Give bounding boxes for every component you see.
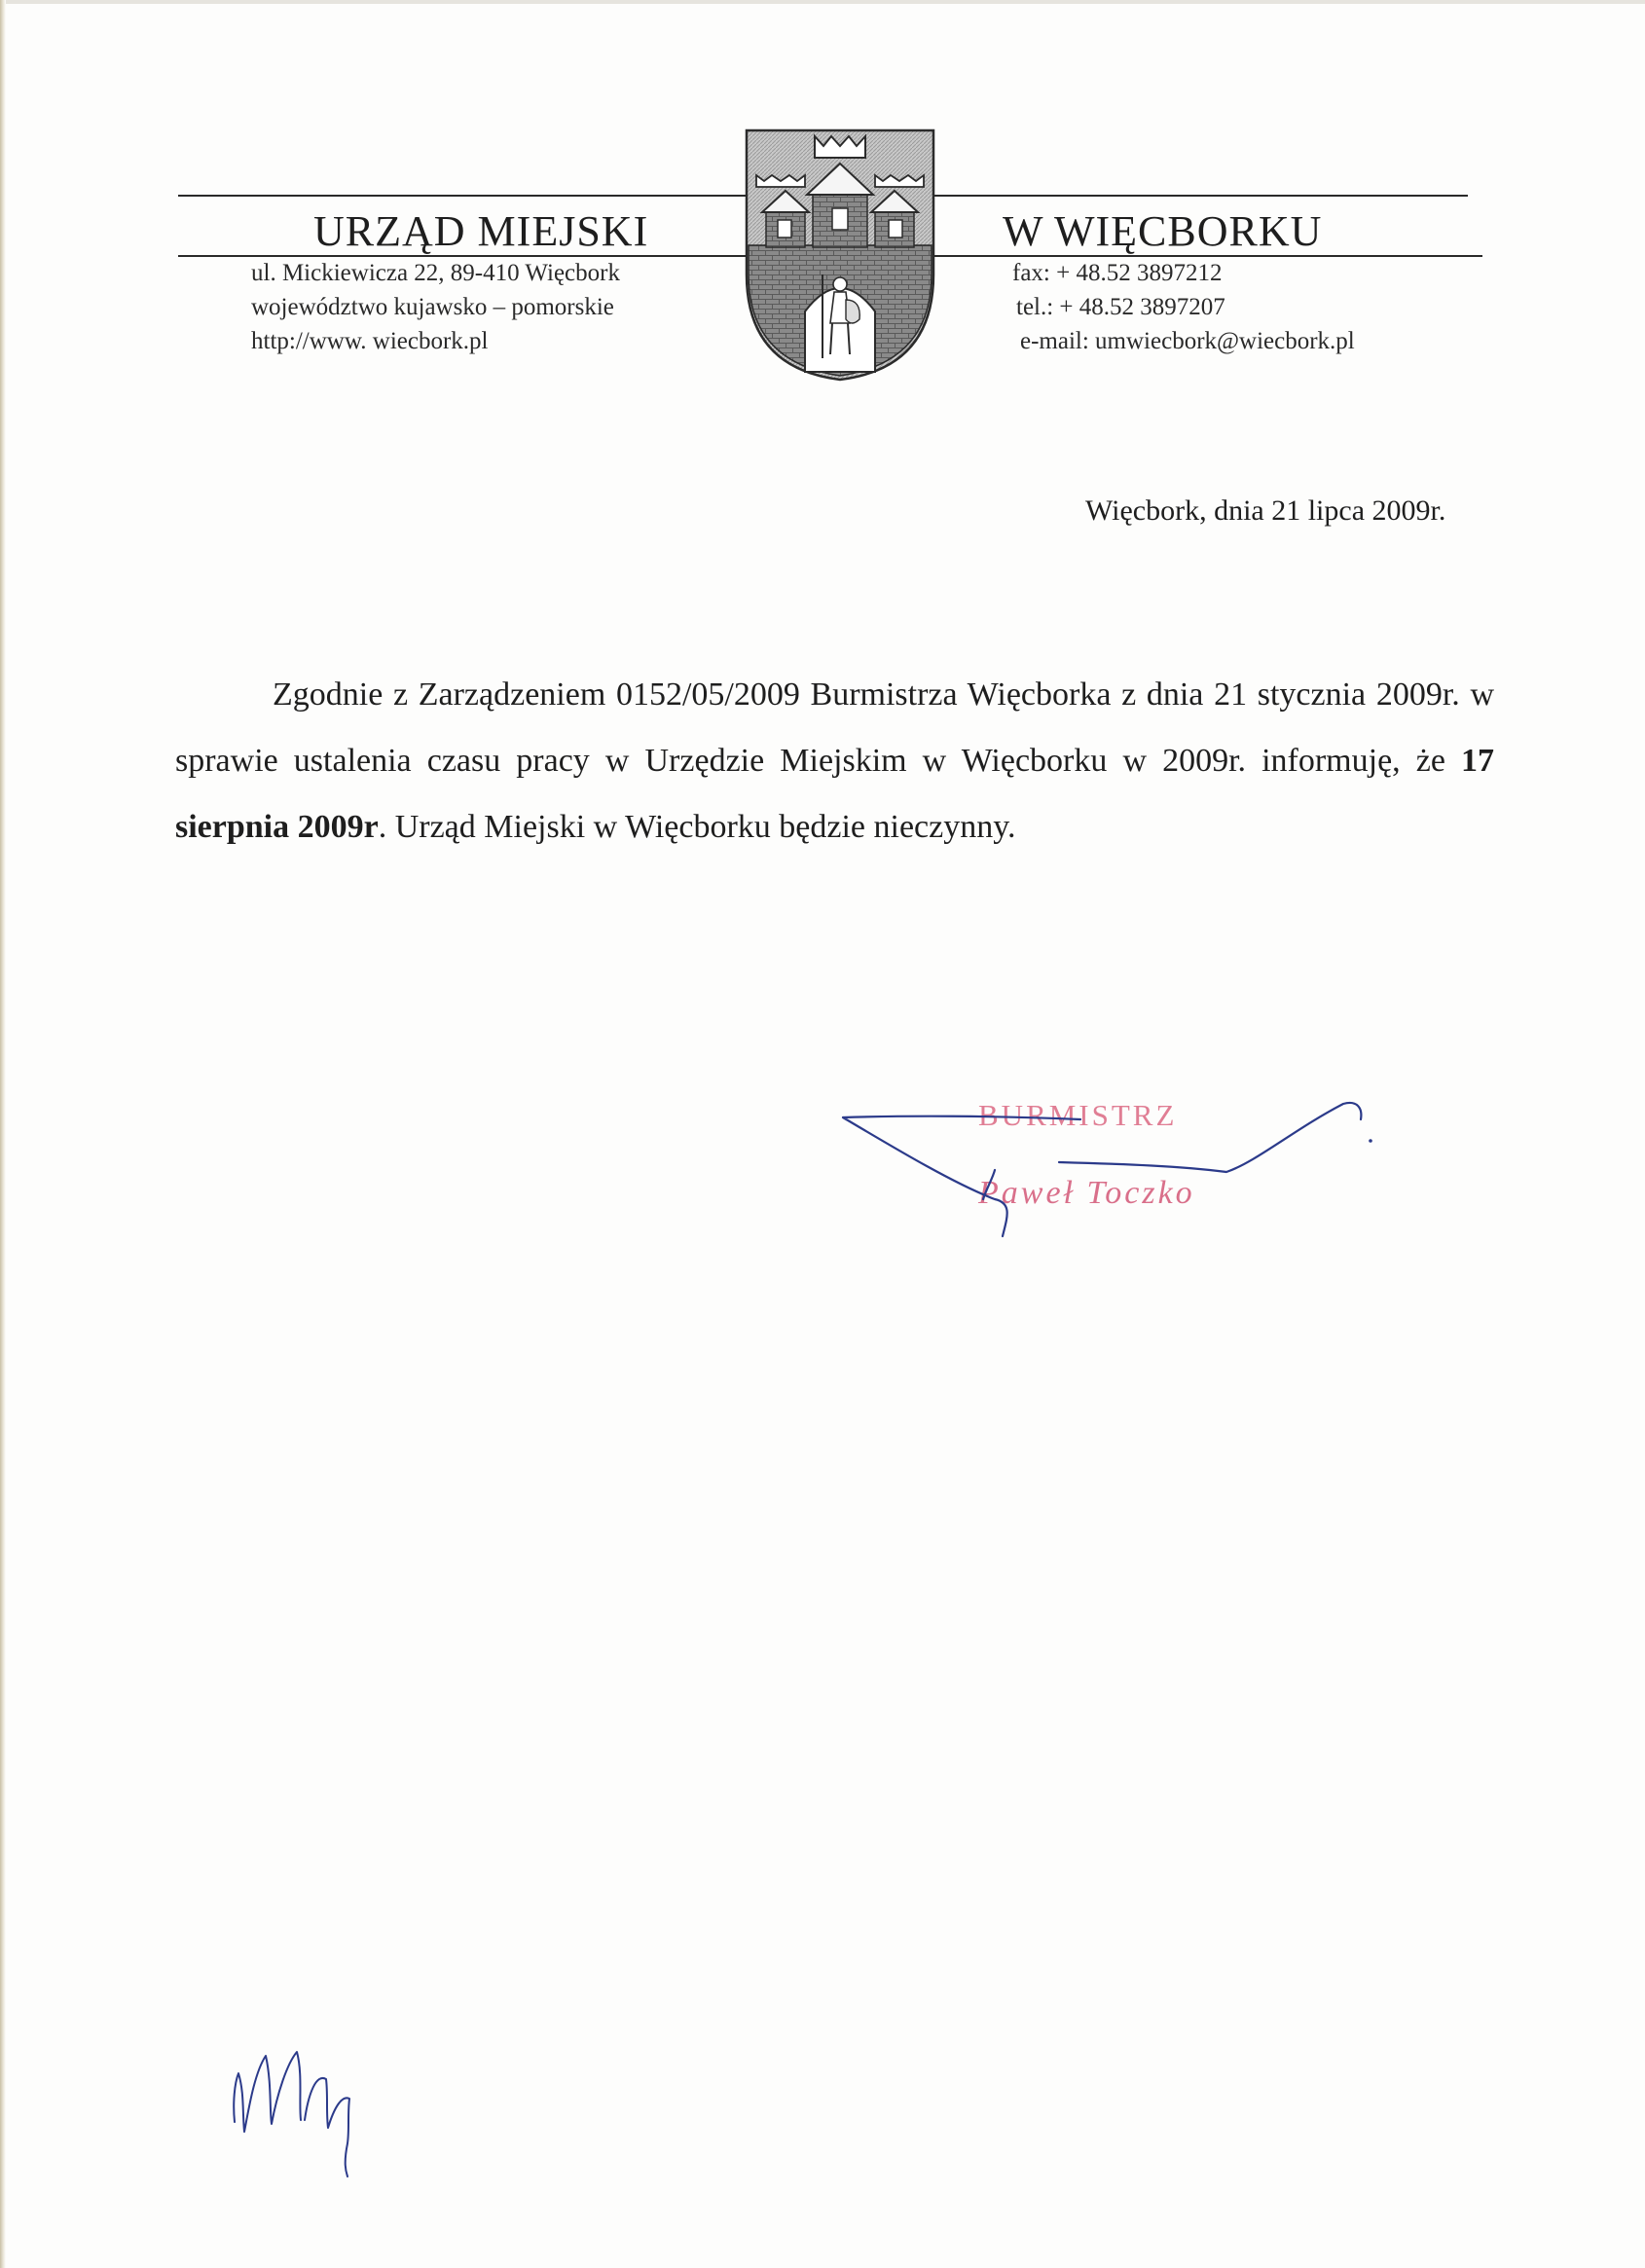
stamp-title: BURMISTRZ: [978, 1098, 1178, 1132]
contact-fax: fax: + 48.52 3897212: [1012, 260, 1223, 286]
office-name-left: URZĄD MIEJSKI: [313, 207, 649, 255]
scan-top-edge: [0, 0, 1645, 4]
signature-mayor: [837, 1090, 1382, 1246]
coat-of-arms-icon: [745, 128, 935, 382]
contact-tel: tel.: + 48.52 3897207: [1016, 294, 1225, 320]
scan-left-edge: [0, 0, 6, 2268]
signature-initials: [219, 2034, 482, 2180]
letter-date: Więcbork, dnia 21 lipca 2009r.: [1085, 494, 1446, 527]
address-block: [251, 256, 620, 358]
address-website: http://www. wiecbork.pl: [251, 328, 489, 354]
contact-block: [1012, 256, 1355, 358]
body-closure-date: 17 sierpnia 2009r: [175, 743, 1494, 845]
address-street: ul. Mickiewicza 22, 89-410 Więcbork: [251, 260, 620, 286]
address-region: województwo kujawsko – pomorskie: [251, 294, 614, 320]
stamp-name: Paweł Toczko: [978, 1175, 1195, 1211]
header-rule-top-left: [178, 195, 748, 197]
body-paragraph: [175, 662, 1494, 860]
office-name-right: W WIĘCBORKU: [1003, 207, 1323, 255]
body-text-part1: Zgodnie z Zarządzeniem 0152/05/2009 Burmistrza Więcborka z dnia 21 stycznia 2009r. w sprawie ustalenia czasu pracy w Urzędzie Miejskim w Więcborku w 2009r. informuję, że: [175, 677, 1494, 779]
header-rule-top-right: [932, 195, 1468, 197]
contact-email: e-mail: umwiecbork@wiecbork.pl: [1020, 328, 1355, 354]
letter-body: [175, 662, 1494, 860]
body-text-part2: . Urząd Miejski w Więcborku będzie nieczynny.: [378, 809, 1016, 845]
